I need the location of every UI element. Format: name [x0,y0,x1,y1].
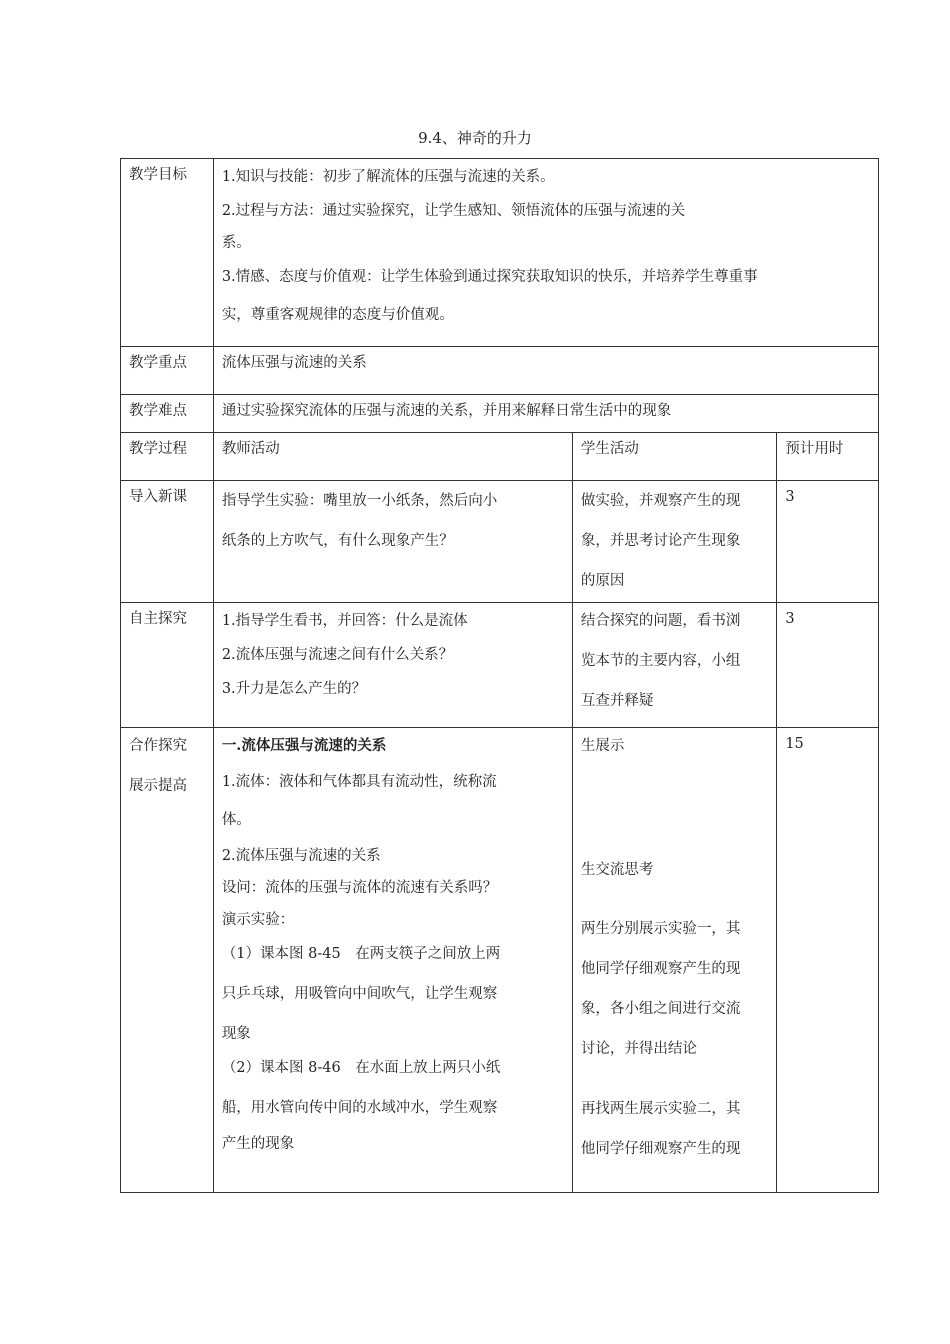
goal-line-3a: 3.情感、态度与价值观：让学生体验到通过探究获取知识的快乐，并培养学生尊重事 [221,269,758,285]
coop-heading: 一.流体压强与流速的关系 [221,737,387,754]
goal-line-2a: 2.过程与方法：通过实验探究，让学生感知、领悟流体的压强与流速的关 [221,203,686,219]
table-row-goals [121,159,879,347]
goal-line-2b: 系。 [221,235,251,251]
table-row-process-header [121,433,879,481]
intro-student-line-2: 象，并思考讨论产生现象 [580,533,741,549]
difficulty-label: 教学难点 [121,395,214,433]
key-text: 流体压强与流速的关系 [213,347,878,395]
goals-label: 教学目标 [121,159,214,347]
key-label: 教学重点 [121,347,214,395]
self-study-teacher-line-1: 1.指导学生看书，并回答：什么是流体 [221,613,468,629]
self-study-student-line-1: 结合探究的问题，看书浏 [580,613,741,629]
self-study-student-line-2: 览本节的主要内容，小组 [580,653,741,669]
coop-t1a: 1.流体：液体和气体都具有流动性，统称流 [221,774,497,790]
intro-teacher [213,481,572,603]
coop-t4: 演示实验： [221,912,295,928]
table-row-cooperation [121,728,879,1193]
lesson-plan-table [120,158,879,1193]
coop-t6b: 船，用水管向传中间的水域冲水，学生观察 [221,1100,498,1116]
coop-t1b: 体。 [221,812,251,828]
coop-t3: 设问：流体的压强与流体的流速有关系吗？ [221,880,498,896]
coop-t5b: 只乒乓球，用吸管向中间吹气，让学生观察 [221,986,498,1002]
intro-time: 3 [777,481,879,603]
coop-s3c: 象，各小组之间进行交流 [580,1001,741,1017]
self-study-time: 3 [777,603,879,728]
goal-line-3b: 实，尊重客观规律的态度与价值观。 [221,307,454,323]
coop-s3a: 两生分别展示实验一，其 [580,921,741,937]
self-study-student [572,603,776,728]
difficulty-text: 通过实验探究流体的压强与流速的关系，并用来解释日常生活中的现象 [213,395,878,433]
table-row-difficulty [121,395,879,433]
self-study-label: 自主探究 [121,603,214,728]
time-header: 预计用时 [777,433,879,481]
goal-line-1: 1.知识与技能：初步了解流体的压强与流速的关系。 [221,169,555,185]
coop-t6c: 产生的现象 [221,1136,295,1152]
table-row-self-study [121,603,879,728]
self-study-student-line-3: 互查并释疑 [580,693,654,709]
coop-s4b: 他同学仔细观察产生的现 [580,1141,741,1157]
coop-teacher [213,728,572,1193]
intro-label: 导入新课 [121,481,214,603]
teacher-activity-header: 教师活动 [213,433,572,481]
intro-teacher-line-1: 指导学生实验：嘴里放一小纸条，然后向小 [221,493,498,509]
intro-student-line-1: 做实验，并观察产生的现 [580,493,741,509]
process-label: 教学过程 [121,433,214,481]
coop-time: 15 [777,728,879,1193]
self-study-teacher [213,603,572,728]
coop-student [572,728,776,1193]
self-study-teacher-line-2: 2.流体压强与流速之间有什么关系？ [221,647,454,663]
self-study-teacher-line-3: 3.升力是怎么产生的？ [221,681,367,697]
coop-s1: 生展示 [580,738,625,754]
table-row-intro [121,481,879,603]
coop-t2: 2.流体压强与流速的关系 [221,848,381,864]
goals-content [213,159,878,347]
coop-label [121,728,214,1193]
page-title: 9.4、神奇的升力 [418,129,532,147]
coop-s3d: 讨论，并得出结论 [580,1041,697,1057]
coop-s4a: 再找两生展示实验二，其 [580,1101,741,1117]
intro-student-line-3: 的原因 [580,573,625,589]
intro-teacher-line-2: 纸条的上方吹气，有什么现象产生？ [221,533,454,549]
coop-s2: 生交流思考 [580,862,654,878]
coop-label-line-1: 合作探究 [129,738,187,754]
coop-t5a: （1）课本图 8-45 在两支筷子之间放上两 [221,946,501,962]
table-row-key [121,347,879,395]
coop-s3b: 他同学仔细观察产生的现 [580,961,741,977]
coop-t5c: 现象 [221,1026,251,1042]
student-activity-header: 学生活动 [572,433,776,481]
coop-label-line-2: 展示提高 [129,778,187,794]
intro-student [572,481,776,603]
coop-t6a: （2）课本图 8-46 在水面上放上两只小纸 [221,1060,501,1076]
